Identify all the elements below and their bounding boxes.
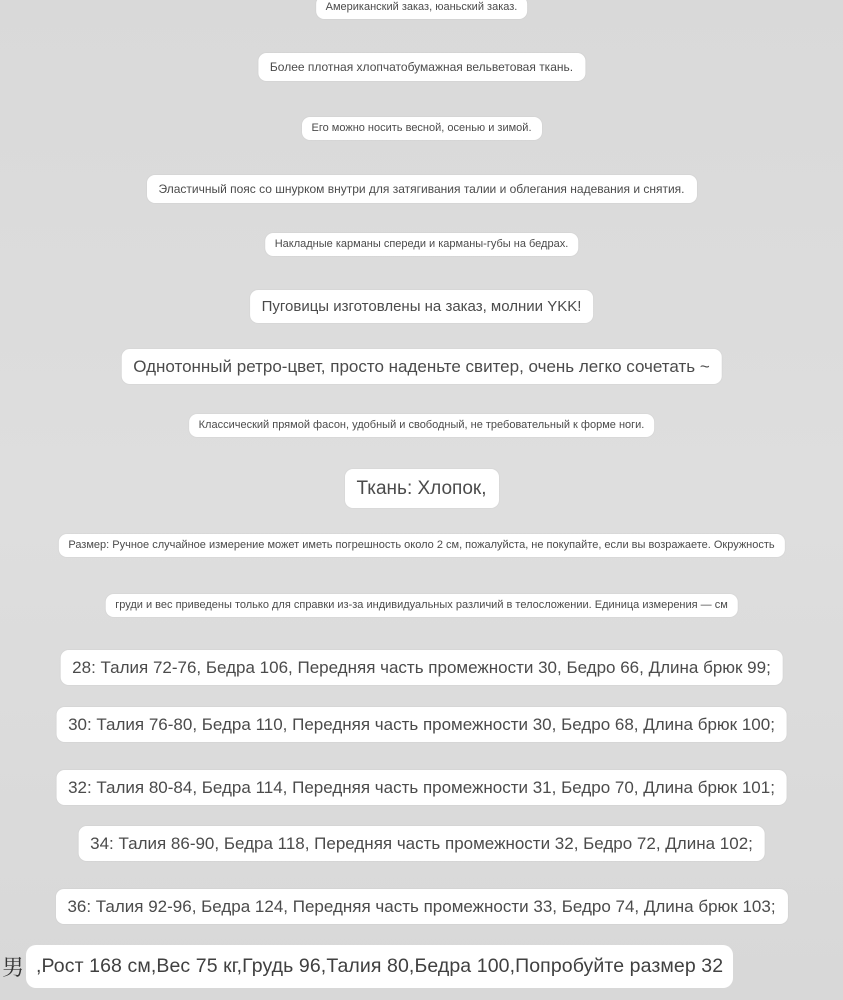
size-note-line: груди и вес приведены только для справки из-за индивидуальных различий в телосложении. Единица измерения — см (105, 594, 738, 617)
description-line: Классический прямой фасон, удобный и свободный, не требовательный к форме ноги. (189, 414, 655, 437)
description-line: Однотонный ретро-цвет, просто наденьте свитер, очень легко сочетать ~ (121, 349, 722, 384)
size-row: 36: Талия 92-96, Бедра 124, Передняя часть промежности 33, Бедро 74, Длина брюк 103; (55, 889, 787, 924)
size-row: 30: Талия 76-80, Бедра 110, Передняя часть промежности 30, Бедро 68, Длина брюк 100; (56, 707, 787, 742)
description-line: Пуговицы изготовлены на заказ, молнии YKK! (250, 290, 594, 323)
description-line: Накладные карманы спереди и карманы-губы на бедрах. (265, 233, 579, 256)
size-row: 28: Талия 72-76, Бедра 106, Передняя часть промежности 30, Бедро 66, Длина брюк 99; (60, 650, 783, 685)
size-row: 34: Талия 86-90, Бедра 118, Передняя часть промежности 32, Бедро 72, Длина 102; (78, 826, 765, 861)
model-info-text: ,Рост 168 см,Вес 75 кг,Грудь 96,Талия 80,Бедра 100,Попробуйте размер 32 (26, 945, 733, 988)
fabric-line: Ткань: Хлопок, (344, 469, 498, 508)
description-line: Более плотная хлопчатобумажная вельветовая ткань. (258, 53, 585, 81)
description-line: Эластичный пояс со шнурком внутри для затягивания талии и облегания надевания и снятия. (146, 175, 696, 203)
description-line: Его можно носить весной, осенью и зимой. (301, 117, 541, 140)
male-glyph: 男 (2, 955, 25, 981)
description-line: Американский заказ, юаньский заказ. (316, 0, 528, 19)
model-info-row (0, 943, 733, 989)
size-note-line: Размер: Ручное случайное измерение может иметь погрешность около 2 см, пожалуйста, не покупайте, если вы возражаете. Окружность (58, 534, 784, 557)
size-row: 32: Талия 80-84, Бедра 114, Передняя часть промежности 31, Бедро 70, Длина брюк 101; (56, 770, 787, 805)
